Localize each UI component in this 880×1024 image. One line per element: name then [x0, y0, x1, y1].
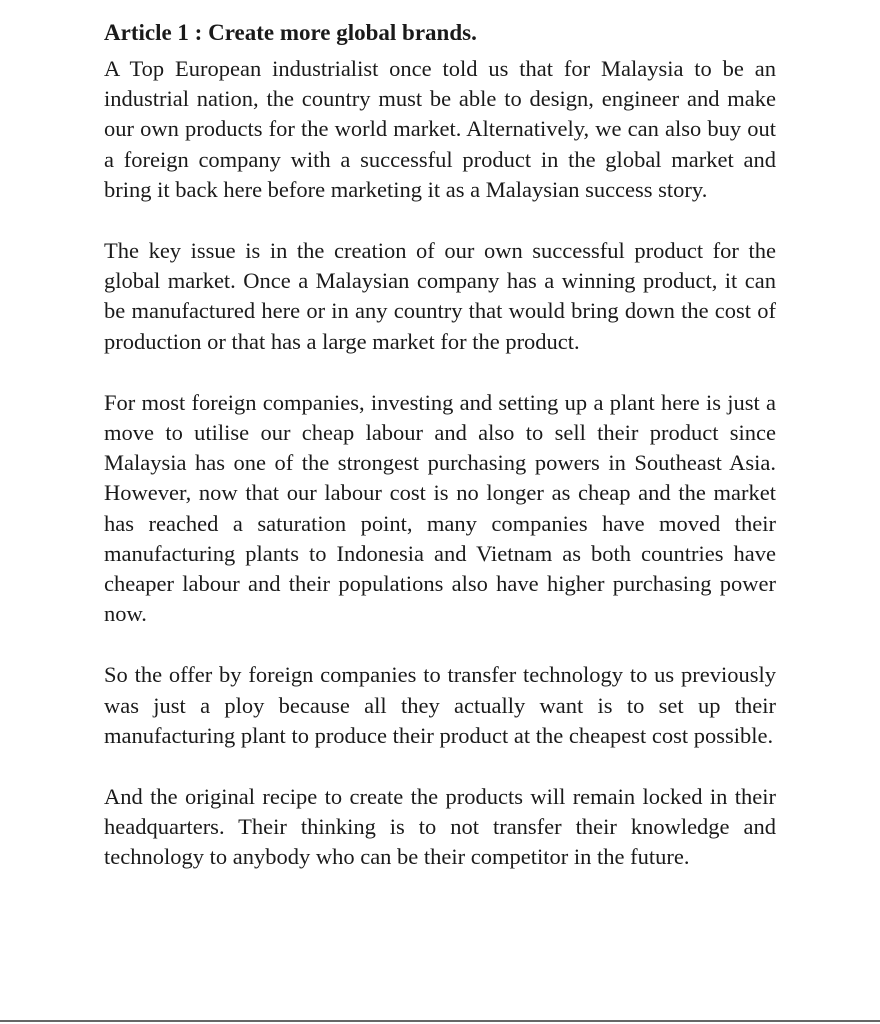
paragraph-2: The key issue is in the creation of our own successful product for the global market. Once a Malaysian company has a winning product, it can be manufactured here or in any country that would bring down the cost of production or that has a large market for the product. [104, 238, 776, 354]
bottom-divider [0, 1020, 880, 1022]
paragraph-5: And the original recipe to create the products will remain locked in their headquarters. Their thinking is to not transfer their knowledge and technology to anybody who can be their competitor in the future. [104, 784, 776, 870]
paragraph-4: So the offer by foreign companies to transfer technology to us previously was just a ploy because all they actually want is to set up their manufacturing plant to produce their product at the cheapest cost possible. [104, 662, 776, 748]
paragraph-1: A Top European industrialist once told us that for Malaysia to be an industrial nation, the country must be able to design, engineer and make our own products for the world market. Alternatively, we can also buy out a foreign company with a successful product in the global market and bring it back here before marketing it as a Malaysian success story. [104, 56, 776, 202]
article-body [104, 18, 776, 873]
article-title: Article 1 : Create more global brands. [104, 20, 477, 45]
paragraph-3: For most foreign companies, investing and setting up a plant here is just a move to utilise our cheap labour and also to sell their product since Malaysia has one of the strongest purchasing powers in Southeast Asia. However, now that our labour cost is no longer as cheap and the market has reached a saturation point, many companies have moved their manufacturing plants to Indonesia and Vietnam as both countries have cheaper labour and their populations also have higher purchasing power now. [104, 389, 776, 627]
